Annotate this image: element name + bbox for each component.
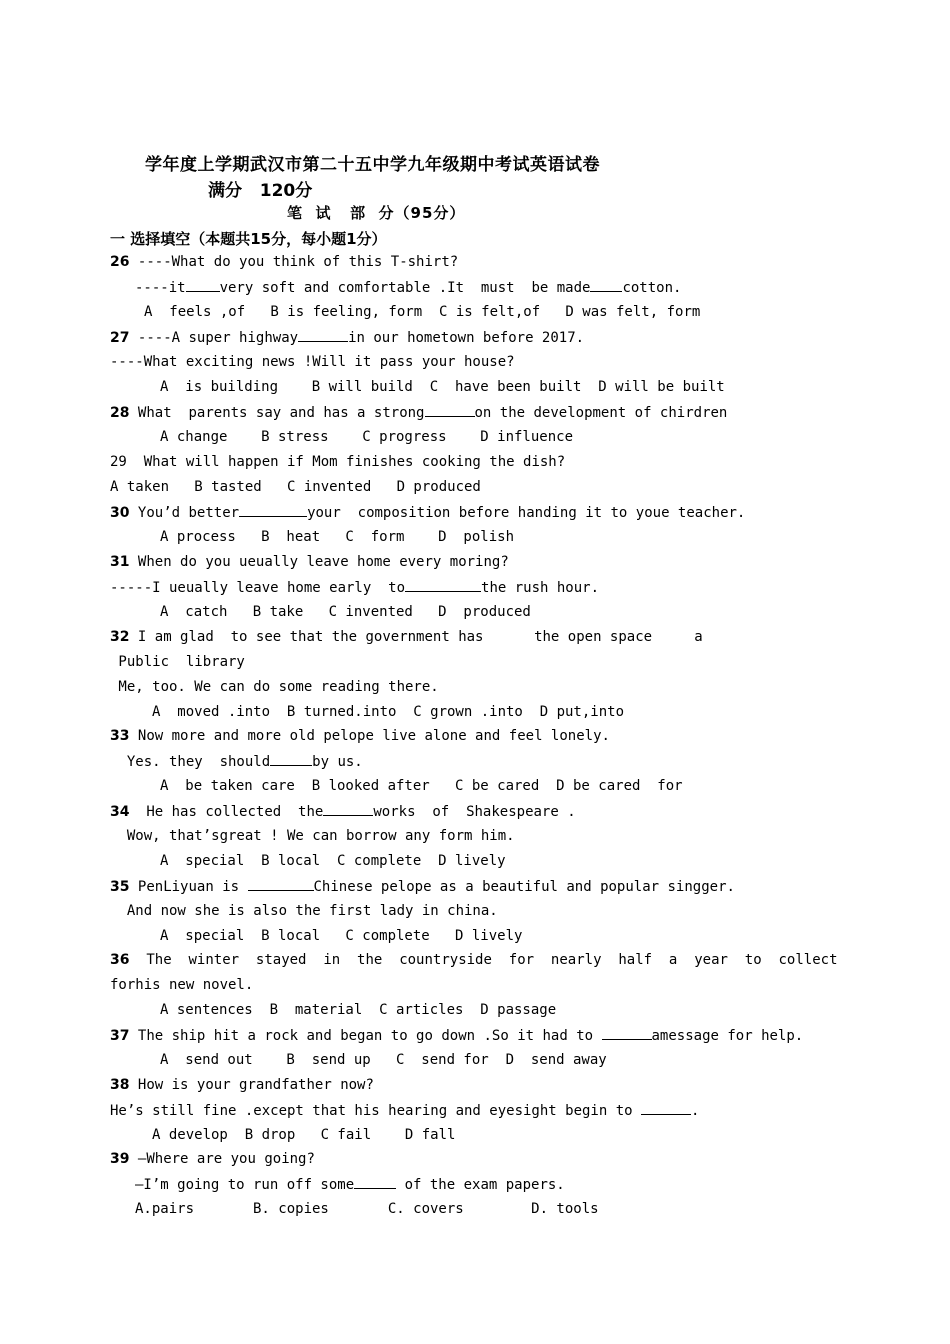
question-26-answer: [135, 277, 681, 297]
question-32-reply: Me, too. We can do some reading there.: [110, 679, 439, 695]
question-text: -----I ueually leave home early to: [110, 580, 406, 596]
question-number: 29: [110, 454, 127, 470]
question-text: amessage for help.: [651, 1028, 804, 1044]
question-text: .: [691, 1103, 700, 1119]
question-35-options: A special B local C complete D lively: [160, 928, 523, 944]
question-36-cont: forhis new novel.: [110, 977, 254, 993]
question-text: He has collected the: [129, 804, 324, 820]
full-score: 满分 120分: [208, 181, 313, 201]
part-heading: 一 选择填空（本题共15分，每小题1分）: [110, 230, 387, 248]
question-text: PenLiyuan is: [129, 879, 248, 895]
question-number: 31: [110, 554, 130, 570]
question-text: very soft and comfortable .It must be made: [219, 280, 591, 296]
question-number: 26: [110, 254, 130, 270]
question-31-reply: [110, 577, 599, 597]
question-33-reply: [110, 751, 363, 771]
question-38: [110, 1075, 374, 1095]
section-heading: 笔 试 部 分（95分）: [287, 204, 466, 222]
question-number: 35: [110, 879, 130, 895]
question-text: of the exam papers.: [396, 1177, 565, 1193]
question-27-reply: ----What exciting news !Will it pass your house?: [110, 354, 515, 370]
question-33-options: A be taken care B looked after C be cared D be cared for: [160, 778, 683, 794]
question-text: I am glad to see that the government has the open space a: [129, 629, 703, 645]
question-39-reply: [135, 1174, 565, 1194]
answer-blank[interactable]: [405, 577, 481, 592]
question-35: [110, 876, 735, 896]
question-38-options: A develop B drop C fail D fall: [152, 1127, 456, 1143]
question-number: 33: [110, 728, 130, 744]
question-26-options: A feels ,of B is feeling, form C is felt,of D was felt, form: [144, 304, 701, 320]
answer-blank[interactable]: [425, 402, 475, 417]
question-36-options: A sentences B material C articles D passage: [160, 1002, 557, 1018]
question-text: your composition before handing it to youe teacher.: [307, 505, 746, 521]
question-30-options: A process B heat C form D polish: [160, 529, 515, 545]
question-30: [110, 502, 745, 522]
question-text: on the development of chirdren: [474, 405, 728, 421]
question-33: [110, 726, 610, 746]
question-36: [110, 950, 838, 970]
question-text: Chinese pelope as a beautiful and popular singger.: [313, 879, 735, 895]
question-text: by us.: [312, 754, 363, 770]
question-number: 32: [110, 629, 130, 645]
question-number: 30: [110, 505, 130, 521]
question-text: works of Shakespeare .: [373, 804, 576, 820]
answer-blank[interactable]: [641, 1100, 691, 1115]
question-text: Yes. they should: [110, 754, 271, 770]
question-32: [110, 627, 703, 647]
answer-blank[interactable]: [602, 1025, 652, 1040]
answer-blank[interactable]: [298, 327, 348, 342]
question-text: the rush hour.: [481, 580, 600, 596]
question-29-options: A taken B tasted C invented D produced: [110, 479, 481, 495]
answer-blank[interactable]: [270, 751, 312, 766]
question-31: [110, 552, 509, 572]
question-31-options: A catch B take C invented D produced: [160, 604, 531, 620]
question-text: What parents say and has a strong: [129, 405, 425, 421]
question-number: 37: [110, 1028, 130, 1044]
question-39-options: A.pairs B. copies C. covers D. tools: [135, 1201, 599, 1217]
question-text: When do you ueually leave home every moring?: [129, 554, 509, 570]
question-37-options: A send out B send up C send for D send away: [160, 1052, 607, 1068]
question-number: 39: [110, 1151, 130, 1167]
question-32-options: A moved .into B turned.into C grown .into D put,into: [152, 704, 625, 720]
question-number: 27: [110, 330, 130, 346]
exam-title: 学年度上学期武汉市第二十五中学九年级期中考试英语试卷: [145, 155, 600, 175]
question-text: ----it: [135, 280, 186, 296]
answer-blank[interactable]: [248, 876, 314, 891]
question-28: [110, 402, 727, 422]
question-text: He’s still fine .except that his hearing and eyesight begin to: [110, 1103, 642, 1119]
question-37: [110, 1025, 803, 1045]
question-text: —Where are you going?: [129, 1151, 315, 1167]
question-number: 34: [110, 804, 130, 820]
question-28-options: A change B stress C progress D influence: [160, 429, 574, 445]
question-text: in our hometown before 2017.: [348, 330, 585, 346]
question-number: 36: [110, 952, 130, 968]
question-text: ----A super highway: [129, 330, 299, 346]
question-text: The winter stayed in the countryside for nearly half a year to collect: [129, 952, 838, 968]
question-text: The ship hit a rock and began to go down .So it had to: [129, 1028, 602, 1044]
answer-blank[interactable]: [323, 801, 373, 816]
question-text: cotton.: [622, 280, 682, 296]
question-38-reply: [110, 1100, 699, 1120]
answer-blank[interactable]: [354, 1174, 396, 1189]
answer-blank[interactable]: [239, 502, 307, 517]
question-35-cont: And now she is also the first lady in china.: [110, 903, 498, 919]
question-29: [110, 452, 565, 472]
answer-blank[interactable]: [590, 277, 622, 292]
question-number: 28: [110, 405, 130, 421]
question-text: You’d better: [129, 505, 240, 521]
question-34-reply: Wow, that’sgreat ! We can borrow any form him.: [110, 828, 515, 844]
question-27: [110, 327, 584, 347]
question-34: [110, 801, 576, 821]
question-27-options: A is building B will build C have been built D will be built: [160, 379, 725, 395]
question-text: How is your grandfather now?: [129, 1077, 374, 1093]
question-39: [110, 1149, 315, 1169]
question-text: —I’m going to run off some: [135, 1177, 355, 1193]
question-text: ----What do you think of this T-shirt?: [129, 254, 459, 270]
answer-blank[interactable]: [186, 277, 220, 292]
question-text: Now more and more old pelope live alone and feel lonely.: [129, 728, 610, 744]
question-text: What will happen if Mom finishes cooking the dish?: [126, 454, 566, 470]
question-26: [110, 252, 458, 272]
question-number: 38: [110, 1077, 130, 1093]
question-32-cont: Public library: [110, 654, 245, 670]
question-34-options: A special B local C complete D lively: [160, 853, 506, 869]
